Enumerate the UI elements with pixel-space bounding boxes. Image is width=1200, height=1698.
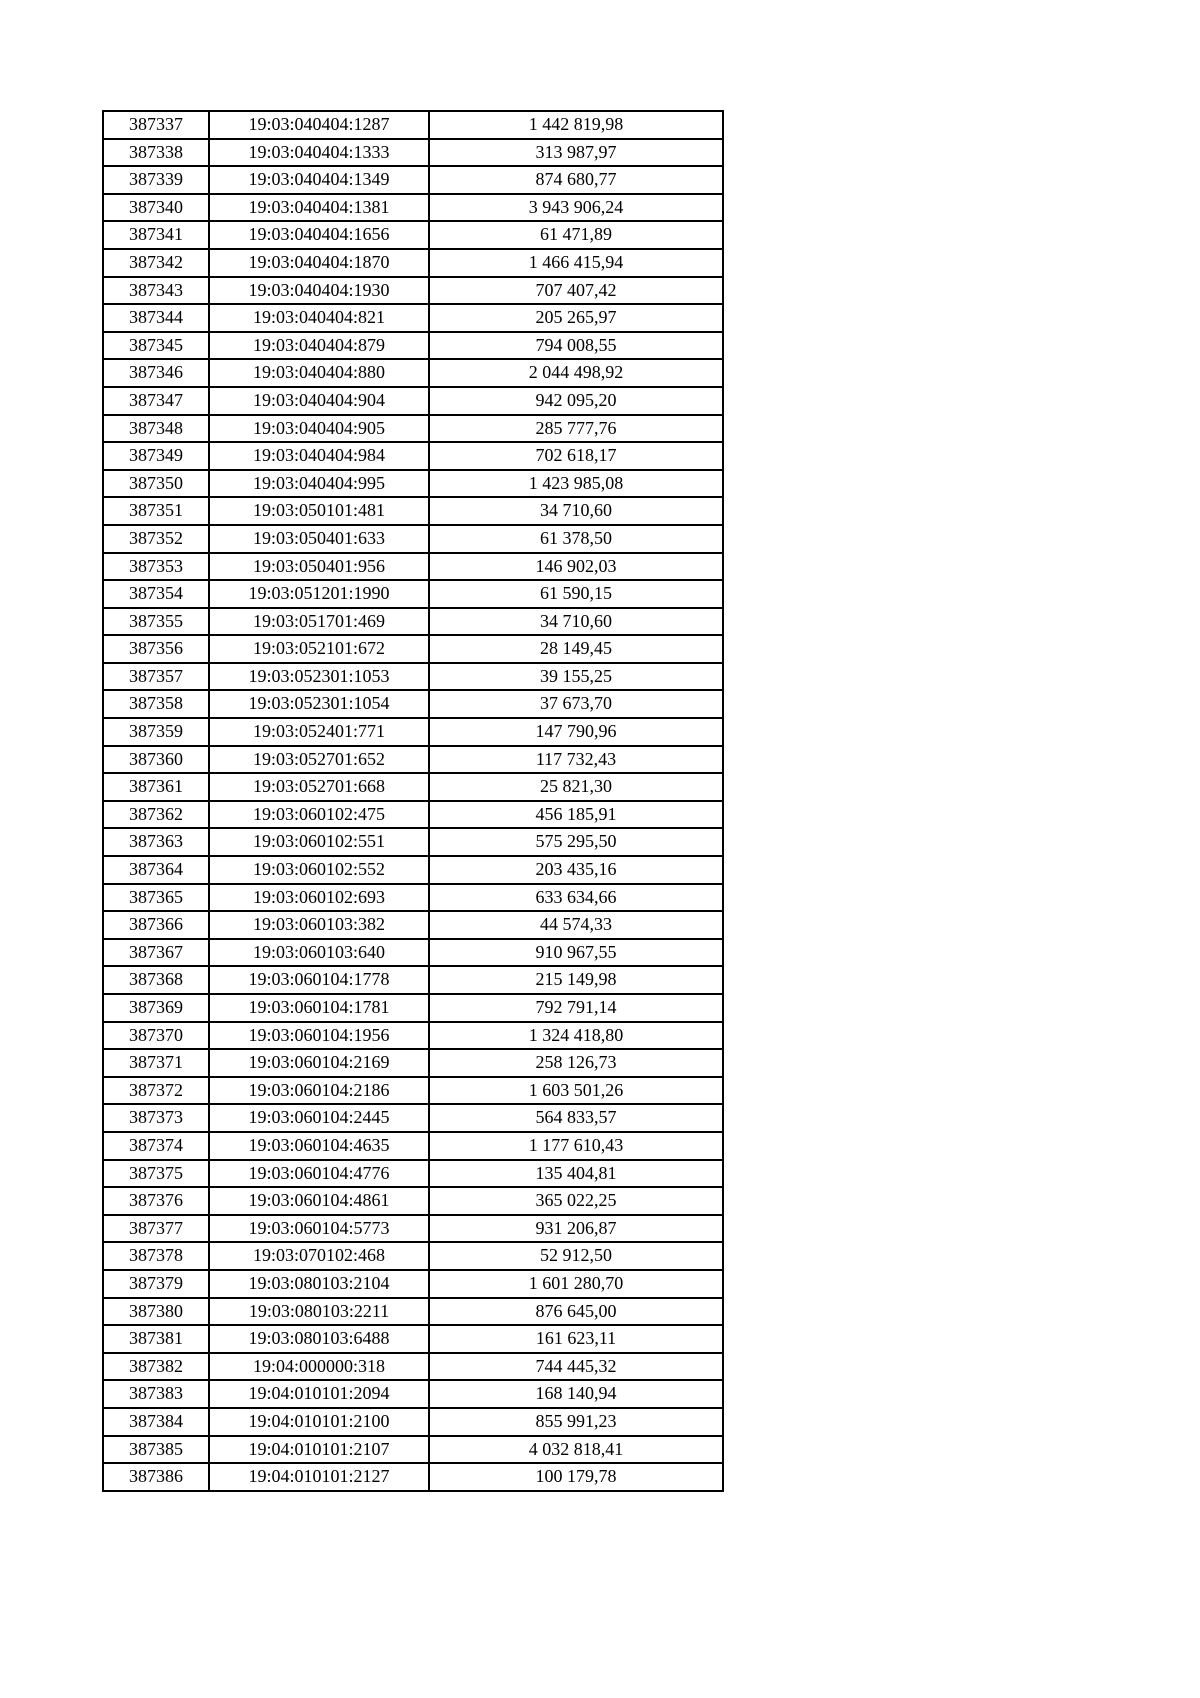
cadastral-number-cell: 19:03:060104:1956 xyxy=(209,1022,429,1050)
cadastral-number-cell: 19:03:051701:469 xyxy=(209,608,429,636)
table-row xyxy=(103,1325,723,1353)
table-row xyxy=(103,387,723,415)
table-row xyxy=(103,194,723,222)
row-number-cell: 387348 xyxy=(103,415,209,443)
cadastral-value-cell: 1 442 819,98 xyxy=(429,111,723,139)
cadastral-value-cell: 575 295,50 xyxy=(429,828,723,856)
cadastral-value-cell: 313 987,97 xyxy=(429,139,723,167)
cadastral-value-cell: 4 032 818,41 xyxy=(429,1436,723,1464)
cadastral-number-cell: 19:03:060104:2445 xyxy=(209,1104,429,1132)
row-number-cell: 387344 xyxy=(103,304,209,332)
table-row xyxy=(103,718,723,746)
row-number-cell: 387368 xyxy=(103,966,209,994)
cadastral-number-cell: 19:03:040404:1656 xyxy=(209,221,429,249)
cadastral-number-cell: 19:03:040404:1930 xyxy=(209,277,429,305)
cadastral-number-cell: 19:03:040404:1870 xyxy=(209,249,429,277)
cadastral-number-cell: 19:04:010101:2100 xyxy=(209,1408,429,1436)
cadastral-value-cell: 1 177 610,43 xyxy=(429,1132,723,1160)
row-number-cell: 387364 xyxy=(103,856,209,884)
cadastral-value-cell: 39 155,25 xyxy=(429,663,723,691)
row-number-cell: 387343 xyxy=(103,277,209,305)
table-row xyxy=(103,497,723,525)
table-row xyxy=(103,1463,723,1491)
row-number-cell: 387353 xyxy=(103,553,209,581)
cadastral-number-cell: 19:03:080103:2104 xyxy=(209,1270,429,1298)
row-number-cell: 387377 xyxy=(103,1215,209,1243)
cadastral-value-cell: 37 673,70 xyxy=(429,690,723,718)
cadastral-number-cell: 19:03:060104:4776 xyxy=(209,1160,429,1188)
cadastral-value-cell: 942 095,20 xyxy=(429,387,723,415)
row-number-cell: 387381 xyxy=(103,1325,209,1353)
row-number-cell: 387356 xyxy=(103,635,209,663)
cadastral-value-cell: 3 943 906,24 xyxy=(429,194,723,222)
cadastral-number-cell: 19:03:060104:4635 xyxy=(209,1132,429,1160)
cadastral-value-cell: 215 149,98 xyxy=(429,966,723,994)
cadastral-number-cell: 19:04:010101:2127 xyxy=(209,1463,429,1491)
row-number-cell: 387338 xyxy=(103,139,209,167)
cadastral-value-cell: 147 790,96 xyxy=(429,718,723,746)
table-row xyxy=(103,1160,723,1188)
cadastral-value-cell: 135 404,81 xyxy=(429,1160,723,1188)
cadastral-number-cell: 19:03:060102:475 xyxy=(209,801,429,829)
row-number-cell: 387365 xyxy=(103,884,209,912)
table-row xyxy=(103,994,723,1022)
table-row xyxy=(103,635,723,663)
cadastral-number-cell: 19:03:040404:984 xyxy=(209,442,429,470)
table-row xyxy=(103,1408,723,1436)
cadastral-value-cell: 633 634,66 xyxy=(429,884,723,912)
row-number-cell: 387358 xyxy=(103,690,209,718)
table-row xyxy=(103,470,723,498)
cadastral-number-cell: 19:04:010101:2094 xyxy=(209,1380,429,1408)
table-row xyxy=(103,580,723,608)
table-row xyxy=(103,828,723,856)
cadastral-value-cell: 61 471,89 xyxy=(429,221,723,249)
cadastral-value-cell: 205 265,97 xyxy=(429,304,723,332)
table-row xyxy=(103,442,723,470)
table-row xyxy=(103,415,723,443)
cadastral-value-cell: 702 618,17 xyxy=(429,442,723,470)
cadastral-number-cell: 19:03:060102:551 xyxy=(209,828,429,856)
table-row xyxy=(103,111,723,139)
cadastral-value-cell: 456 185,91 xyxy=(429,801,723,829)
cadastral-value-cell: 168 140,94 xyxy=(429,1380,723,1408)
cadastral-value-cell: 1 601 280,70 xyxy=(429,1270,723,1298)
row-number-cell: 387359 xyxy=(103,718,209,746)
row-number-cell: 387371 xyxy=(103,1049,209,1077)
row-number-cell: 387375 xyxy=(103,1160,209,1188)
row-number-cell: 387362 xyxy=(103,801,209,829)
cadastral-number-cell: 19:03:060102:552 xyxy=(209,856,429,884)
row-number-cell: 387383 xyxy=(103,1380,209,1408)
table-row xyxy=(103,139,723,167)
row-number-cell: 387345 xyxy=(103,332,209,360)
row-number-cell: 387373 xyxy=(103,1104,209,1132)
cadastral-number-cell: 19:03:040404:1381 xyxy=(209,194,429,222)
cadastral-number-cell: 19:03:052101:672 xyxy=(209,635,429,663)
table-row xyxy=(103,1353,723,1381)
cadastral-value-cell: 931 206,87 xyxy=(429,1215,723,1243)
cadastral-number-cell: 19:03:060104:4861 xyxy=(209,1187,429,1215)
cadastral-number-cell: 19:03:060102:693 xyxy=(209,884,429,912)
cadastral-number-cell: 19:03:040404:1349 xyxy=(209,166,429,194)
cadastral-number-cell: 19:03:050101:481 xyxy=(209,497,429,525)
row-number-cell: 387366 xyxy=(103,911,209,939)
cadastral-number-cell: 19:03:040404:880 xyxy=(209,359,429,387)
table-row xyxy=(103,1187,723,1215)
row-number-cell: 387347 xyxy=(103,387,209,415)
table-row xyxy=(103,1104,723,1132)
cadastral-value-cell: 744 445,32 xyxy=(429,1353,723,1381)
cadastral-number-cell: 19:03:060104:2169 xyxy=(209,1049,429,1077)
row-number-cell: 387360 xyxy=(103,746,209,774)
row-number-cell: 387386 xyxy=(103,1463,209,1491)
cadastral-value-cell: 1 603 501,26 xyxy=(429,1077,723,1105)
cadastral-value-cell: 707 407,42 xyxy=(429,277,723,305)
cadastral-number-cell: 19:03:040404:1333 xyxy=(209,139,429,167)
table-row xyxy=(103,277,723,305)
row-number-cell: 387380 xyxy=(103,1298,209,1326)
cadastral-value-cell: 146 902,03 xyxy=(429,553,723,581)
cadastral-number-cell: 19:03:052301:1053 xyxy=(209,663,429,691)
cadastral-value-cell: 161 623,11 xyxy=(429,1325,723,1353)
cadastral-value-cell: 876 645,00 xyxy=(429,1298,723,1326)
row-number-cell: 387385 xyxy=(103,1436,209,1464)
row-number-cell: 387369 xyxy=(103,994,209,1022)
table-row xyxy=(103,221,723,249)
cadastral-number-cell: 19:03:040404:995 xyxy=(209,470,429,498)
cadastral-number-cell: 19:03:040404:904 xyxy=(209,387,429,415)
cadastral-number-cell: 19:03:080103:2211 xyxy=(209,1298,429,1326)
cadastral-number-cell: 19:03:040404:905 xyxy=(209,415,429,443)
row-number-cell: 387370 xyxy=(103,1022,209,1050)
cadastral-value-cell: 28 149,45 xyxy=(429,635,723,663)
cadastral-value-cell: 2 044 498,92 xyxy=(429,359,723,387)
row-number-cell: 387351 xyxy=(103,497,209,525)
cadastral-number-cell: 19:04:000000:318 xyxy=(209,1353,429,1381)
cadastral-number-cell: 19:03:060103:382 xyxy=(209,911,429,939)
row-number-cell: 387354 xyxy=(103,580,209,608)
row-number-cell: 387352 xyxy=(103,525,209,553)
cadastral-value-cell: 61 590,15 xyxy=(429,580,723,608)
row-number-cell: 387384 xyxy=(103,1408,209,1436)
row-number-cell: 387339 xyxy=(103,166,209,194)
cadastral-value-cell: 25 821,30 xyxy=(429,773,723,801)
table-row xyxy=(103,304,723,332)
table-body xyxy=(103,111,723,1491)
table-row xyxy=(103,525,723,553)
cadastral-number-cell: 19:03:060103:640 xyxy=(209,939,429,967)
cadastral-number-cell: 19:03:060104:1778 xyxy=(209,966,429,994)
table-row xyxy=(103,663,723,691)
table-row xyxy=(103,746,723,774)
cadastral-value-cell: 792 791,14 xyxy=(429,994,723,1022)
cadastral-value-table xyxy=(102,110,724,1492)
cadastral-number-cell: 19:03:070102:468 xyxy=(209,1242,429,1270)
table-row xyxy=(103,1132,723,1160)
cadastral-value-cell: 61 378,50 xyxy=(429,525,723,553)
table-row xyxy=(103,1298,723,1326)
cadastral-value-cell: 203 435,16 xyxy=(429,856,723,884)
cadastral-value-cell: 117 732,43 xyxy=(429,746,723,774)
cadastral-number-cell: 19:03:052401:771 xyxy=(209,718,429,746)
cadastral-value-cell: 34 710,60 xyxy=(429,497,723,525)
cadastral-number-cell: 19:03:052301:1054 xyxy=(209,690,429,718)
row-number-cell: 387379 xyxy=(103,1270,209,1298)
cadastral-number-cell: 19:04:010101:2107 xyxy=(209,1436,429,1464)
cadastral-value-cell: 52 912,50 xyxy=(429,1242,723,1270)
cadastral-value-cell: 365 022,25 xyxy=(429,1187,723,1215)
row-number-cell: 387382 xyxy=(103,1353,209,1381)
cadastral-value-cell: 855 991,23 xyxy=(429,1408,723,1436)
table-row xyxy=(103,911,723,939)
cadastral-value-cell: 794 008,55 xyxy=(429,332,723,360)
cadastral-value-cell: 34 710,60 xyxy=(429,608,723,636)
cadastral-number-cell: 19:03:051201:1990 xyxy=(209,580,429,608)
cadastral-value-cell: 100 179,78 xyxy=(429,1463,723,1491)
row-number-cell: 387341 xyxy=(103,221,209,249)
table-row xyxy=(103,856,723,884)
table-row xyxy=(103,690,723,718)
table-row xyxy=(103,1049,723,1077)
cadastral-number-cell: 19:03:050401:633 xyxy=(209,525,429,553)
table-row xyxy=(103,1077,723,1105)
table-row xyxy=(103,1215,723,1243)
cadastral-value-cell: 44 574,33 xyxy=(429,911,723,939)
row-number-cell: 387374 xyxy=(103,1132,209,1160)
table-row xyxy=(103,1242,723,1270)
cadastral-value-cell: 874 680,77 xyxy=(429,166,723,194)
row-number-cell: 387346 xyxy=(103,359,209,387)
cadastral-value-cell: 564 833,57 xyxy=(429,1104,723,1132)
row-number-cell: 387357 xyxy=(103,663,209,691)
table-row xyxy=(103,1022,723,1050)
table-row xyxy=(103,884,723,912)
cadastral-number-cell: 19:03:060104:1781 xyxy=(209,994,429,1022)
cadastral-number-cell: 19:03:050401:956 xyxy=(209,553,429,581)
row-number-cell: 387376 xyxy=(103,1187,209,1215)
row-number-cell: 387355 xyxy=(103,608,209,636)
table-row xyxy=(103,553,723,581)
cadastral-value-cell: 258 126,73 xyxy=(429,1049,723,1077)
cadastral-number-cell: 19:03:052701:652 xyxy=(209,746,429,774)
cadastral-value-cell: 1 324 418,80 xyxy=(429,1022,723,1050)
row-number-cell: 387378 xyxy=(103,1242,209,1270)
table-row xyxy=(103,1380,723,1408)
row-number-cell: 387349 xyxy=(103,442,209,470)
row-number-cell: 387350 xyxy=(103,470,209,498)
table-row xyxy=(103,166,723,194)
row-number-cell: 387361 xyxy=(103,773,209,801)
table-row xyxy=(103,939,723,967)
row-number-cell: 387367 xyxy=(103,939,209,967)
row-number-cell: 387342 xyxy=(103,249,209,277)
cadastral-number-cell: 19:03:052701:668 xyxy=(209,773,429,801)
table-row xyxy=(103,332,723,360)
cadastral-value-cell: 910 967,55 xyxy=(429,939,723,967)
cadastral-number-cell: 19:03:060104:5773 xyxy=(209,1215,429,1243)
cadastral-number-cell: 19:03:040404:821 xyxy=(209,304,429,332)
cadastral-number-cell: 19:03:060104:2186 xyxy=(209,1077,429,1105)
row-number-cell: 387340 xyxy=(103,194,209,222)
table-row xyxy=(103,801,723,829)
cadastral-number-cell: 19:03:040404:879 xyxy=(209,332,429,360)
table-row xyxy=(103,966,723,994)
row-number-cell: 387337 xyxy=(103,111,209,139)
cadastral-number-cell: 19:03:040404:1287 xyxy=(209,111,429,139)
table-row xyxy=(103,1270,723,1298)
table-row xyxy=(103,773,723,801)
row-number-cell: 387372 xyxy=(103,1077,209,1105)
table-row xyxy=(103,249,723,277)
row-number-cell: 387363 xyxy=(103,828,209,856)
table-row xyxy=(103,359,723,387)
cadastral-number-cell: 19:03:080103:6488 xyxy=(209,1325,429,1353)
cadastral-value-cell: 1 423 985,08 xyxy=(429,470,723,498)
cadastral-value-cell: 285 777,76 xyxy=(429,415,723,443)
cadastral-value-cell: 1 466 415,94 xyxy=(429,249,723,277)
table-row xyxy=(103,1436,723,1464)
table-row xyxy=(103,608,723,636)
